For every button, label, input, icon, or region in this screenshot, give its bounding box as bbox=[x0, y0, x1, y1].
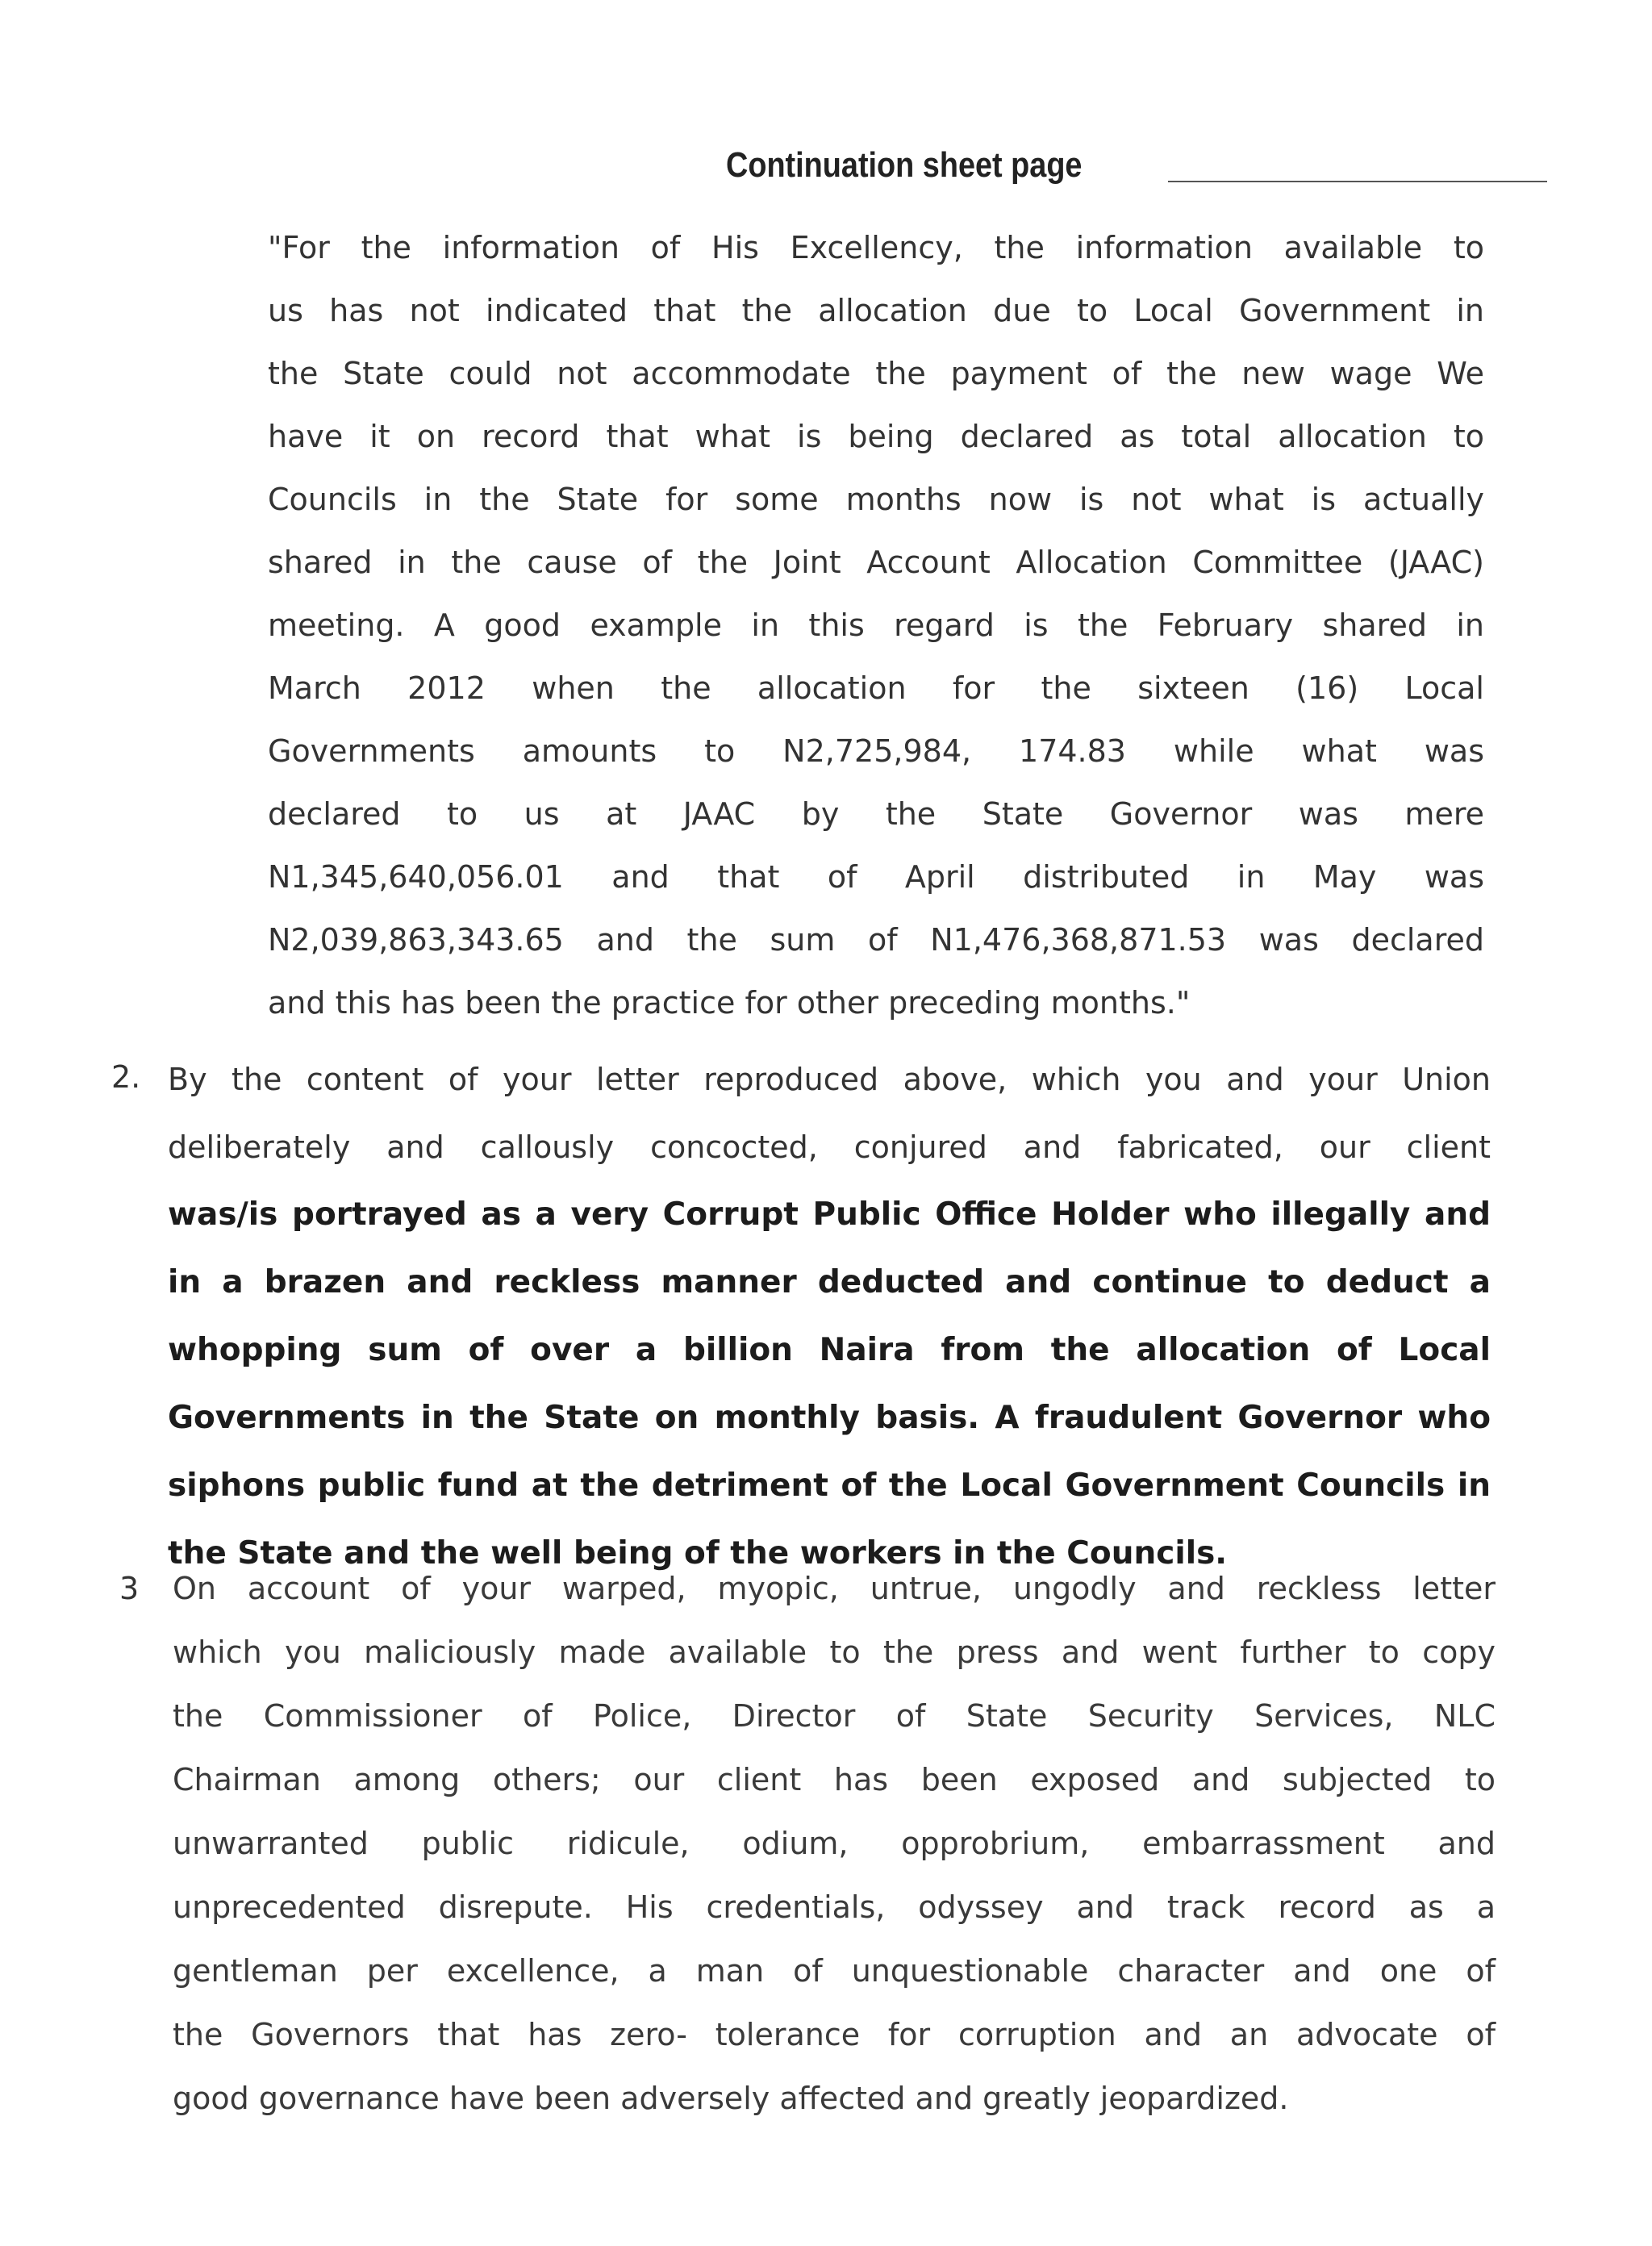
paragraph-line: in a brazen and reckless manner deducted and continue to deduct a bbox=[168, 1264, 1491, 1300]
paragraph-line: the Governors that has zero- tolerance for corruption and an advocate of bbox=[173, 2017, 1496, 2052]
quote-line: Councils in the State for some months now is not what is actually bbox=[268, 482, 1484, 517]
quote-line: "For the information of His Excellency, the information available to bbox=[268, 230, 1484, 265]
quote-line: shared in the cause of the Joint Account Allocation Committee (JAAC) bbox=[268, 545, 1484, 580]
page-title: Continuation sheet page bbox=[726, 145, 1083, 185]
paragraph-line: whopping sum of over a billion Naira from the allocation of Local bbox=[168, 1332, 1491, 1368]
paragraph-line: which you maliciously made available to the press and went further to copy bbox=[173, 1634, 1496, 1670]
quote-line: us has not indicated that the allocation due to Local Government in bbox=[268, 293, 1484, 328]
paragraph-line: was/is portrayed as a very Corrupt Public Office Holder who illegally and bbox=[168, 1196, 1491, 1233]
quote-line: N1,345,640,056.01 and that of April distributed in May was bbox=[268, 859, 1484, 895]
page-number-blank-line bbox=[1168, 181, 1547, 182]
paragraph-3 bbox=[119, 1557, 1496, 2131]
paragraph-number: 2. bbox=[111, 1059, 141, 1095]
paragraph-line: On account of your warped, myopic, untrue, ungodly and reckless letter bbox=[173, 1571, 1496, 1606]
quote-line: the State could not accommodate the payment of the new wage We bbox=[268, 356, 1484, 391]
paragraph-line: By the content of your letter reproduced above, which you and your Union bbox=[168, 1062, 1491, 1097]
quote-line: have it on record that what is being declared as total allocation to bbox=[268, 419, 1484, 454]
quote-line: meeting. A good example in this regard is the February shared in bbox=[268, 607, 1484, 643]
paragraph-line: Chairman among others; our client has been exposed and subjected to bbox=[173, 1762, 1496, 1797]
paragraph-line: the Commissioner of Police, Director of State Security Services, NLC bbox=[173, 1698, 1496, 1734]
paragraph-line: siphons public fund at the detriment of the Local Government Councils in bbox=[168, 1467, 1491, 1504]
paragraph-line: unwarranted public ridicule, odium, opprobrium, embarrassment and bbox=[173, 1826, 1496, 1861]
paragraph-line: deliberately and callously concocted, conjured and fabricated, our client bbox=[168, 1129, 1491, 1165]
page-header bbox=[726, 145, 1549, 194]
quoted-letter-excerpt bbox=[268, 216, 1484, 1034]
paragraph-line: Governments in the State on monthly basis. A fraudulent Governor who bbox=[168, 1400, 1491, 1436]
quote-line: March 2012 when the allocation for the sixteen (16) Local bbox=[268, 670, 1484, 706]
paragraph-line: the State and the well being of the workers in the Councils. bbox=[168, 1535, 1228, 1572]
paragraph-line: good governance have been adversely affected and greatly jeopardized. bbox=[173, 2081, 1289, 2116]
paragraph-line: unprecedented disrepute. His credentials, odyssey and track record as a bbox=[173, 1889, 1496, 1925]
paragraph-2 bbox=[111, 1046, 1491, 1588]
paragraph-number: 3 bbox=[119, 1571, 140, 1606]
quote-line: and this has been the practice for other preceding months." bbox=[268, 985, 1191, 1021]
quote-line: declared to us at JAAC by the State Governor was mere bbox=[268, 796, 1484, 832]
paragraph-line: gentleman per excellence, a man of unquestionable character and one of bbox=[173, 1953, 1496, 1989]
quote-line: N2,039,863,343.65 and the sum of N1,476,368,871.53 was declared bbox=[268, 922, 1484, 958]
quote-line: Governments amounts to N2,725,984, 174.83 while what was bbox=[268, 733, 1484, 769]
